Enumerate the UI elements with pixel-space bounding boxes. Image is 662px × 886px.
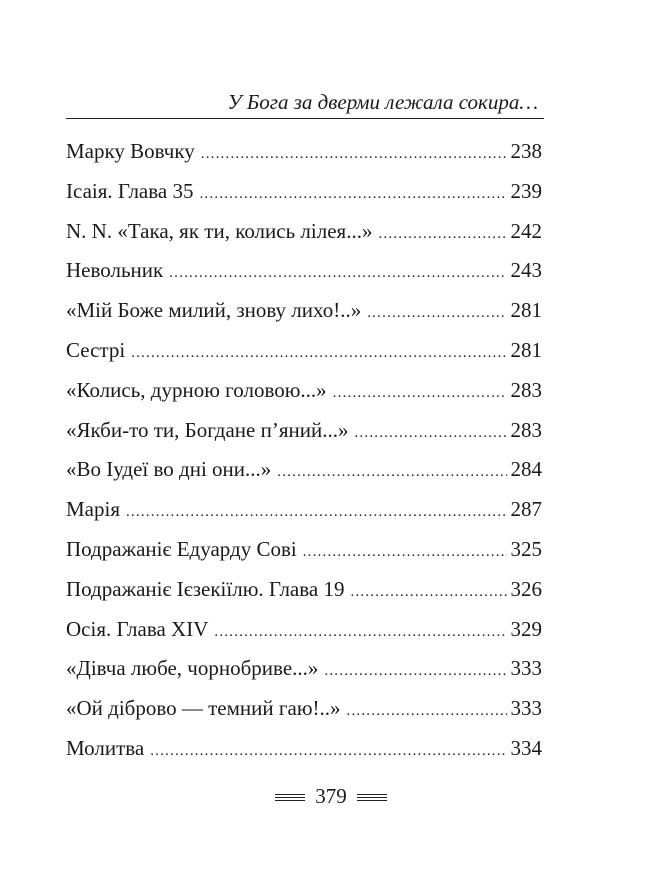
toc-entry bbox=[66, 212, 542, 252]
toc-entry bbox=[66, 172, 542, 212]
toc-entry-title: Ісаія. Глава 35 bbox=[66, 178, 194, 203]
toc-entry-title: Марку Вовчку bbox=[66, 139, 195, 163]
toc-entry bbox=[66, 331, 542, 371]
table-of-contents bbox=[66, 132, 542, 769]
left-rule-ornament bbox=[275, 793, 305, 801]
toc-entry-title: Подражаніє Едуарду Сові bbox=[66, 536, 297, 561]
toc-entry bbox=[66, 411, 542, 451]
dot-leader bbox=[131, 334, 506, 374]
dot-leader bbox=[277, 453, 506, 493]
toc-entry-title: «Мій Боже милий, знову лихо!..» bbox=[66, 298, 362, 323]
toc-entry-page: 326 bbox=[510, 576, 542, 601]
toc-entry-page: 239 bbox=[510, 178, 542, 203]
toc-entry-page: 242 bbox=[510, 218, 542, 243]
toc-entry bbox=[66, 610, 542, 650]
toc-entry-title: «Во Іудеї во дні они...» bbox=[66, 457, 272, 482]
toc-entry-title: N. N. «Така, як ти, колись лілея...» bbox=[66, 218, 373, 243]
toc-entry-title: Марія bbox=[66, 497, 120, 522]
toc-entry-page: 333 bbox=[510, 656, 542, 681]
toc-entry bbox=[66, 729, 542, 769]
toc-entry-title: «Ой діброво — темний гаю!..» bbox=[66, 696, 341, 721]
dot-leader bbox=[150, 732, 506, 772]
toc-entry-page: 243 bbox=[510, 258, 542, 283]
toc-entry-page: 281 bbox=[510, 298, 542, 323]
toc-entry bbox=[66, 132, 542, 172]
toc-entry-page: 287 bbox=[510, 497, 542, 522]
running-title: У Бога за дверми лежала сокира… bbox=[227, 90, 538, 114]
page-footer bbox=[0, 784, 662, 809]
toc-entry-title: Молитва bbox=[66, 735, 145, 760]
dot-leader bbox=[126, 493, 507, 533]
toc-entry bbox=[66, 450, 542, 490]
dot-leader bbox=[367, 294, 506, 334]
dot-leader bbox=[378, 215, 506, 255]
toc-entry bbox=[66, 291, 542, 331]
toc-entry-page: 329 bbox=[510, 616, 542, 641]
toc-entry-title: Подражаніє Ієзекіїлю. Глава 19 bbox=[66, 576, 345, 601]
dot-leader bbox=[333, 374, 507, 414]
toc-entry bbox=[66, 490, 542, 530]
toc-entry-page: 283 bbox=[510, 377, 542, 402]
toc-entry bbox=[66, 530, 542, 570]
dot-leader bbox=[201, 135, 507, 175]
toc-entry-title: «Дівча любе, чорнобриве...» bbox=[66, 656, 319, 681]
right-rule-ornament bbox=[357, 793, 387, 801]
toc-entry bbox=[66, 371, 542, 411]
toc-entry-title: Осія. Глава XIV bbox=[66, 616, 209, 641]
dot-leader bbox=[347, 692, 507, 732]
toc-entry bbox=[66, 649, 542, 689]
running-header bbox=[66, 88, 544, 119]
toc-entry-page: 281 bbox=[510, 337, 542, 362]
dot-leader bbox=[199, 175, 506, 215]
dot-leader bbox=[324, 652, 506, 692]
dot-leader bbox=[169, 254, 506, 294]
toc-entry bbox=[66, 570, 542, 610]
toc-entry-page: 334 bbox=[510, 735, 542, 760]
toc-entry-page: 238 bbox=[510, 139, 542, 163]
dot-leader bbox=[303, 533, 507, 573]
toc-entry-page: 325 bbox=[510, 536, 542, 561]
toc-entry-page: 333 bbox=[510, 696, 542, 721]
toc-entry-page: 283 bbox=[510, 417, 542, 442]
toc-entry-page: 284 bbox=[510, 457, 542, 482]
dot-leader bbox=[350, 573, 506, 613]
toc-entry bbox=[66, 251, 542, 291]
toc-entry-title: Сестрі bbox=[66, 337, 126, 362]
toc-entry-title: Невольник bbox=[66, 258, 164, 283]
dot-leader bbox=[214, 613, 506, 653]
page-number: 379 bbox=[315, 784, 347, 808]
toc-entry-title: «Колись, дурною головою...» bbox=[66, 377, 327, 402]
toc-entry-title: «Якби-то ти, Богдане п’яний...» bbox=[66, 417, 349, 442]
toc-entry bbox=[66, 689, 542, 729]
dot-leader bbox=[354, 414, 506, 454]
